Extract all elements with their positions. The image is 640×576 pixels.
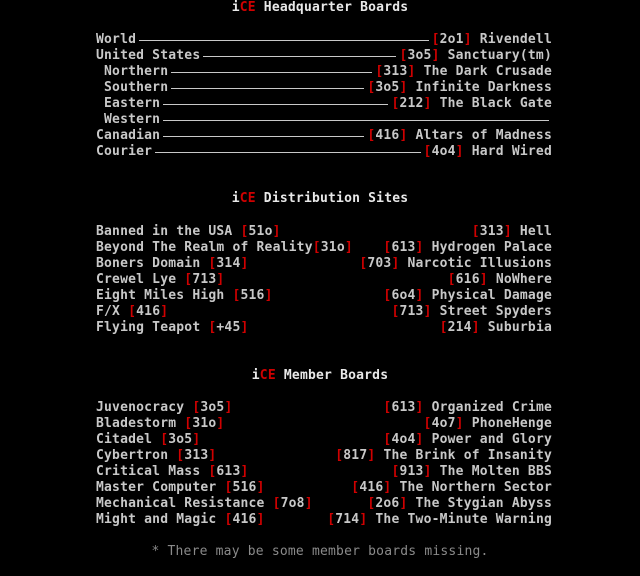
bracket-open: [ (383, 288, 392, 303)
bracket-open: [ (383, 432, 392, 447)
board-name: PhoneHenge (471, 416, 552, 431)
board-name: Physical Damage (431, 288, 552, 303)
hq-board-name: The Black Gate (439, 96, 552, 111)
spacer (424, 432, 432, 447)
bracket-close: ] (415, 240, 424, 255)
leader-line (163, 104, 388, 105)
area-code-value: 713 (192, 272, 217, 287)
member-right-entry[interactable] (351, 480, 552, 496)
bracket-open: [ (391, 464, 400, 479)
board-name: The Stygian Abyss (415, 496, 552, 511)
bracket-close: ] (431, 48, 440, 63)
board-name: Suburbia (487, 320, 552, 335)
board-name: The Two-Minute Warning (375, 512, 552, 527)
area-code-value: 613 (216, 464, 241, 479)
hq-area-code (367, 80, 407, 96)
bracket-close: ] (415, 432, 424, 447)
distribution-right-entry[interactable] (440, 320, 552, 336)
bracket-close: ] (160, 304, 169, 319)
bracket-open: [ (439, 320, 448, 335)
board-name: Organized Crime (431, 400, 552, 415)
bracket-open: [ (367, 80, 376, 95)
area-code-value: 214 (447, 320, 472, 335)
member-left-entry[interactable] (96, 448, 216, 464)
bracket-open: [ (208, 464, 217, 479)
spacer (424, 400, 432, 415)
area-code-value: 31o (320, 240, 345, 255)
bracket-open: [ (359, 256, 368, 271)
board-name: The Brink of Insanity (383, 448, 552, 463)
area-code-value: 416 (375, 128, 400, 143)
bracket-close: ] (455, 416, 464, 431)
member-right-entry[interactable] (335, 448, 552, 464)
hq-region-label: World (96, 32, 137, 47)
distribution-left-entry[interactable] (96, 224, 281, 240)
spacer (432, 464, 440, 479)
distribution-section-title: iCE Distribution Sites (231, 191, 409, 206)
hq-board-row[interactable] (96, 96, 552, 112)
area-code-value: 913 (399, 464, 424, 479)
hq-board-row[interactable] (96, 144, 552, 160)
hq-board-row[interactable] (96, 32, 552, 48)
board-name: Flying Teapot (96, 320, 209, 335)
area-code-value: 516 (240, 288, 265, 303)
area-code-value: 3o5 (168, 432, 193, 447)
area-code-value: 817 (343, 448, 368, 463)
hq-area-code (375, 64, 415, 80)
board-name: Narcotic Illusions (407, 256, 552, 271)
bracket-close: ] (423, 96, 432, 111)
board-name: Citadel (96, 432, 161, 447)
area-code-value: 3o5 (407, 48, 432, 63)
hq-board-name: Altars of Madness (415, 128, 552, 143)
bracket-close: ] (399, 80, 408, 95)
leader-line (163, 136, 364, 137)
distribution-left-entry[interactable] (96, 288, 273, 304)
member-right-entry[interactable] (424, 416, 552, 432)
bracket-open: [ (208, 256, 217, 271)
distribution-left-entry[interactable] (96, 240, 353, 256)
hq-board-name: The Dark Crusade (423, 64, 552, 79)
hq-board-row[interactable] (96, 112, 552, 128)
spacer (480, 320, 488, 335)
hq-region-label: United States (96, 48, 201, 63)
area-code-value: 4o7 (431, 416, 456, 431)
bracket-close: ] (391, 256, 400, 271)
hq-board-name: Infinite Darkness (415, 80, 552, 95)
bracket-open: [ (335, 448, 344, 463)
area-code-value: 416 (136, 304, 161, 319)
bracket-open: [ (399, 48, 408, 63)
bracket-close: ] (399, 496, 408, 511)
bracket-close: ] (264, 288, 273, 303)
area-code-value: 7o8 (280, 496, 305, 511)
member-left-entry[interactable] (96, 496, 313, 512)
spacer (440, 48, 448, 64)
board-name: Power and Glory (431, 432, 552, 447)
spacer (488, 272, 496, 287)
distribution-right-entry[interactable] (359, 256, 552, 272)
hq-region-label: Southern (96, 80, 169, 95)
bracket-open: [ (351, 480, 360, 495)
bracket-close: ] (423, 464, 432, 479)
spacer (464, 416, 472, 431)
bracket-open: [ (391, 304, 400, 319)
area-code-value: 416 (359, 480, 384, 495)
bracket-close: ] (415, 400, 424, 415)
leader-line (171, 72, 372, 73)
distribution-right-entry[interactable] (383, 288, 552, 304)
hq-area-code (399, 48, 439, 64)
area-code-value: 416 (232, 512, 257, 527)
board-name: Eight Miles High (96, 288, 233, 303)
member-right-entry[interactable] (367, 496, 552, 512)
area-code-value: 703 (367, 256, 392, 271)
hq-board-name: Hard Wired (471, 144, 552, 159)
board-name: The Molten BBS (439, 464, 552, 479)
bracket-open: [ (471, 224, 480, 239)
bracket-close: ] (407, 64, 416, 79)
board-name: NoWhere (495, 272, 552, 287)
area-code-value: 516 (232, 480, 257, 495)
distribution-left-entry[interactable] (96, 304, 168, 320)
hq-board-row[interactable] (96, 48, 552, 64)
bracket-close: ] (463, 32, 472, 47)
area-code-value: 2o6 (375, 496, 400, 511)
bracket-open: [ (447, 272, 456, 287)
bracket-open: [ (272, 496, 281, 511)
area-code-value: 3o5 (200, 400, 225, 415)
bracket-open: [ (176, 448, 185, 463)
spacer (424, 288, 432, 303)
area-code-value: 6o4 (391, 288, 416, 303)
hq-board-row[interactable] (96, 64, 552, 80)
bracket-close: ] (344, 240, 353, 255)
bracket-open: [ (184, 272, 193, 287)
board-name: Banned in the USA (96, 224, 241, 239)
distribution-left-entry[interactable] (96, 320, 249, 336)
bracket-open: [ (184, 416, 193, 431)
bracket-close: ] (415, 288, 424, 303)
spacer (416, 64, 424, 80)
area-code-value: 2o1 (439, 32, 464, 47)
bracket-open: [ (192, 400, 201, 415)
bracket-close: ] (272, 224, 281, 239)
bracket-open: [ (431, 32, 440, 47)
bracket-close: ] (399, 128, 408, 143)
hq-area-code (391, 96, 431, 112)
distribution-right-entry[interactable] (448, 272, 552, 288)
member-left-entry[interactable] (96, 432, 200, 448)
hq-region-label: Western (96, 112, 161, 127)
member-right-entry[interactable] (327, 512, 552, 528)
distribution-left-entry[interactable] (96, 256, 249, 272)
bracket-close: ] (216, 272, 225, 287)
area-code-value: 616 (455, 272, 480, 287)
member-right-entry[interactable] (383, 400, 552, 416)
bracket-close: ] (423, 304, 432, 319)
area-code-value: 313 (184, 448, 209, 463)
spacer (464, 144, 472, 160)
bracket-close: ] (192, 432, 201, 447)
member-right-entry[interactable] (383, 432, 552, 448)
distribution-right-entry[interactable] (383, 240, 552, 256)
hq-board-row[interactable] (96, 128, 552, 144)
leader-line (155, 152, 420, 153)
bracket-close: ] (479, 272, 488, 287)
bracket-close: ] (304, 496, 313, 511)
board-name: Juvenocracy (96, 400, 193, 415)
spacer (512, 224, 520, 239)
area-code-value: +45 (216, 320, 241, 335)
hq-region-label: Canadian (96, 128, 161, 143)
board-name: F/X (96, 304, 129, 319)
area-code-value: 613 (391, 240, 416, 255)
area-code-value: 212 (399, 96, 424, 111)
spacer (408, 80, 416, 96)
bracket-open: [ (383, 240, 392, 255)
area-code-value: 31o (192, 416, 217, 431)
area-code-value: 714 (335, 512, 360, 527)
bracket-open: [ (327, 512, 336, 527)
bracket-close: ] (503, 224, 512, 239)
hq-area-code (432, 32, 472, 48)
hq-board-name: Rivendell (479, 32, 552, 47)
distribution-left-entry[interactable] (96, 272, 224, 288)
area-code-value: 314 (216, 256, 241, 271)
bracket-close: ] (455, 144, 464, 159)
member-right-entry[interactable] (391, 464, 552, 480)
spacer (399, 256, 407, 271)
bracket-open: [ (240, 224, 249, 239)
bracket-open: [ (367, 496, 376, 511)
hq-area-code (424, 144, 464, 160)
bracket-close: ] (256, 480, 265, 495)
area-code-value: 313 (479, 224, 504, 239)
board-name: Street Spyders (439, 304, 552, 319)
leader-line (171, 88, 364, 89)
bracket-close: ] (256, 512, 265, 527)
distribution-right-entry[interactable] (472, 224, 552, 240)
member-left-entry[interactable] (96, 512, 265, 528)
bracket-close: ] (224, 400, 233, 415)
hq-board-row[interactable] (96, 80, 552, 96)
board-name: Cybertron (96, 448, 177, 463)
area-code-value: 3o5 (375, 80, 400, 95)
bracket-open: [ (312, 240, 321, 255)
hq-board-name: Sanctuary(tm) (447, 48, 552, 63)
bracket-open: [ (423, 144, 432, 159)
leader-line (203, 56, 396, 57)
hq-area-code (367, 128, 407, 144)
area-code-value: 4o4 (391, 432, 416, 447)
spacer (408, 128, 416, 144)
area-code-value: 4o4 (431, 144, 456, 159)
area-code-value: 51o (248, 224, 273, 239)
leader-line (139, 40, 428, 41)
distribution-right-entry[interactable] (391, 304, 552, 320)
bracket-open: [ (160, 432, 169, 447)
board-name: Hell (519, 224, 552, 239)
bracket-close: ] (240, 256, 249, 271)
bracket-open: [ (375, 64, 384, 79)
member-left-entry[interactable] (96, 480, 265, 496)
bracket-open: [ (224, 512, 233, 527)
spacer (432, 304, 440, 319)
bracket-open: [ (391, 96, 400, 111)
board-name: Might and Magic (96, 512, 225, 527)
bracket-open: [ (367, 128, 376, 143)
member-left-entry[interactable] (96, 416, 224, 432)
board-name: Bladestorm (96, 416, 185, 431)
leader-line (163, 120, 549, 121)
member-left-entry[interactable] (96, 400, 232, 416)
area-code-value: 713 (399, 304, 424, 319)
board-name: Master Computer (96, 480, 225, 495)
bracket-open: [ (224, 480, 233, 495)
bracket-close: ] (367, 448, 376, 463)
bracket-open: [ (232, 288, 241, 303)
board-name: The Northern Sector (399, 480, 552, 495)
bracket-close: ] (383, 480, 392, 495)
member-section-title: iCE Member Boards (251, 368, 389, 383)
bracket-open: [ (208, 320, 217, 335)
missing-boards-note: * There may be some member boards missing. (151, 544, 489, 559)
spacer (472, 32, 480, 48)
spacer (408, 496, 416, 511)
board-name: Hydrogen Palace (431, 240, 552, 255)
hq-section-title: iCE Headquarter Boards (231, 0, 409, 15)
hq-region-label: Courier (96, 144, 153, 159)
board-name: Critical Mass (96, 464, 209, 479)
hq-region-label: Northern (96, 64, 169, 79)
bracket-close: ] (240, 464, 249, 479)
bracket-open: [ (423, 416, 432, 431)
bracket-close: ] (208, 448, 217, 463)
bracket-open: [ (128, 304, 137, 319)
bracket-close: ] (471, 320, 480, 335)
board-name: Boners Domain (96, 256, 209, 271)
bracket-close: ] (240, 320, 249, 335)
board-name: Mechanical Resistance (96, 496, 273, 511)
board-name: Beyond The Realm of Reality (96, 240, 313, 255)
spacer (424, 240, 432, 255)
bracket-close: ] (359, 512, 368, 527)
member-left-entry[interactable] (96, 464, 249, 480)
area-code-value: 313 (383, 64, 408, 79)
bracket-open: [ (383, 400, 392, 415)
spacer (432, 96, 440, 112)
board-name: Crewel Lye (96, 272, 185, 287)
bracket-close: ] (216, 416, 225, 431)
hq-region-label: Eastern (96, 96, 161, 111)
area-code-value: 613 (391, 400, 416, 415)
